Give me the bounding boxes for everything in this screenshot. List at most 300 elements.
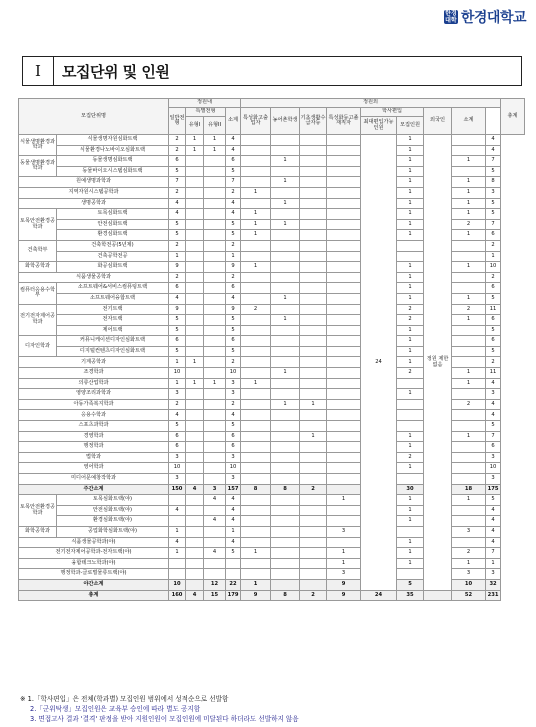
cell-basic xyxy=(300,452,327,463)
cell-spec-worker xyxy=(327,346,361,357)
cell-basic xyxy=(300,505,327,516)
cell-subtotal: 5 xyxy=(226,315,241,326)
cell-transfer-quota: 2 xyxy=(397,315,424,326)
table-body xyxy=(19,135,525,601)
cell-type2 xyxy=(204,240,226,251)
cell-subtotal: 22 xyxy=(226,579,241,590)
major-name: 건축학전공(5년제) xyxy=(57,240,169,251)
cell-out-subtotal xyxy=(452,410,486,421)
cell-subtotal: 10 xyxy=(226,368,241,379)
cell-out-subtotal: 2 xyxy=(452,219,486,230)
cell-general: 5 xyxy=(169,346,186,357)
cell-type1 xyxy=(186,230,204,241)
cell-type1 xyxy=(186,336,204,347)
cell-general: 1 xyxy=(169,251,186,262)
cell-spec-worker xyxy=(327,145,361,156)
major-name: 커뮤니케이션디자인심화트랙 xyxy=(57,336,169,347)
cell-type2 xyxy=(204,357,226,368)
cell-rural xyxy=(271,474,300,485)
cell-basic xyxy=(300,135,327,146)
cell-transfer-quota: 1 xyxy=(397,357,424,368)
cell-general: 4 xyxy=(169,293,186,304)
cell-type2 xyxy=(204,177,226,188)
cell-spec-worker xyxy=(327,516,361,527)
header-transfer-quota: 모집인원 xyxy=(397,117,424,135)
cell-spec-worker: 9 xyxy=(327,590,361,601)
cell-subtotal: 6 xyxy=(226,442,241,453)
cell-spec-worker xyxy=(327,389,361,400)
cell-out-subtotal: 2 xyxy=(452,399,486,410)
cell-spec-worker xyxy=(327,336,361,347)
cell-transfer-quota: 1 xyxy=(397,495,424,506)
cell-rural: 1 xyxy=(271,177,300,188)
cell-basic xyxy=(300,474,327,485)
cell-spec-school xyxy=(241,452,271,463)
cell-rural xyxy=(271,452,300,463)
cell-out-subtotal xyxy=(452,135,486,146)
section-number: I xyxy=(23,57,54,85)
foreign-value: 정원 제한 없음 xyxy=(424,135,452,591)
major-name: 법학과 xyxy=(19,452,169,463)
cell-basic xyxy=(300,558,327,569)
cell-type1 xyxy=(186,156,204,167)
cell-basic xyxy=(300,187,327,198)
section-title: 모집단위 및 인원 xyxy=(62,62,170,81)
cell-spec-worker xyxy=(327,177,361,188)
cell-type1 xyxy=(186,368,204,379)
cell-spec-school xyxy=(241,389,271,400)
cell-out-subtotal xyxy=(452,283,486,294)
cell-type2: 3 xyxy=(204,484,226,495)
cell-type2: 15 xyxy=(204,590,226,601)
section-title-box xyxy=(22,56,522,86)
cell-type1: 1 xyxy=(186,135,204,146)
cell-spec-school xyxy=(241,325,271,336)
cell-out-subtotal xyxy=(452,346,486,357)
cell-subtotal: 9 xyxy=(226,262,241,273)
major-name: 영어학과 xyxy=(19,463,169,474)
cell-rural: 1 xyxy=(271,315,300,326)
cell-total: 1 xyxy=(486,558,501,569)
cell-transfer-quota xyxy=(397,240,424,251)
cell-basic xyxy=(300,198,327,209)
cell-type1 xyxy=(186,293,204,304)
cell-basic xyxy=(300,145,327,156)
cell-total: 11 xyxy=(486,368,501,379)
max-transfer-value: 24 xyxy=(361,135,397,591)
footnotes xyxy=(20,694,520,724)
cell-spec-worker: 1 xyxy=(327,558,361,569)
cell-total: 6 xyxy=(486,230,501,241)
cell-type1 xyxy=(186,558,204,569)
cell-subtotal: 4 xyxy=(226,209,241,220)
cell-type1 xyxy=(186,569,204,580)
major-name: 영양조리과학과 xyxy=(19,389,169,400)
cell-rural: 1 xyxy=(271,219,300,230)
cell-type2 xyxy=(204,452,226,463)
cell-subtotal xyxy=(226,558,241,569)
cell-spec-worker xyxy=(327,399,361,410)
cell-type1 xyxy=(186,431,204,442)
cell-spec-school xyxy=(241,505,271,516)
header-total: 총계 xyxy=(501,99,525,135)
cell-total: 2 xyxy=(486,272,501,283)
cell-out-subtotal: 1 xyxy=(452,558,486,569)
cell-total: 6 xyxy=(486,336,501,347)
cell-out-subtotal xyxy=(452,505,486,516)
cell-type1 xyxy=(186,399,204,410)
cell-basic xyxy=(300,389,327,400)
cell-transfer-quota: 1 xyxy=(397,219,424,230)
cell-transfer-quota: 1 xyxy=(397,209,424,220)
cell-type2 xyxy=(204,526,226,537)
cell-total: 231 xyxy=(486,590,501,601)
cell-general: 10 xyxy=(169,368,186,379)
cell-out-subtotal: 1 xyxy=(452,378,486,389)
cell-general: 10 xyxy=(169,463,186,474)
major-name: 전기전자제어공학과-전자트랙(야) xyxy=(19,548,169,559)
cell-spec-school xyxy=(241,410,271,421)
cell-out-subtotal: 1 xyxy=(452,293,486,304)
cell-type1 xyxy=(186,452,204,463)
cell-total: 5 xyxy=(486,198,501,209)
cell-subtotal: 4 xyxy=(226,505,241,516)
cell-general: 5 xyxy=(169,219,186,230)
cell-rural xyxy=(271,421,300,432)
cell-general: 4 xyxy=(169,537,186,548)
major-name: 행정학과 xyxy=(19,442,169,453)
cell-rural xyxy=(271,145,300,156)
grand-total-row xyxy=(19,590,525,601)
cell-rural xyxy=(271,558,300,569)
cell-rural xyxy=(271,410,300,421)
cell-type1 xyxy=(186,421,204,432)
cell-transfer-quota: 1 xyxy=(397,537,424,548)
footnote-1: ※ 1.「학사편입」은 전체(학과별) 모집인원 범위에서 성적순으로 선발함 xyxy=(20,695,229,703)
major-name: 전기트랙 xyxy=(57,304,169,315)
cell-basic xyxy=(300,156,327,167)
header-general: 일반전형 xyxy=(169,108,186,135)
cell-total: 4 xyxy=(486,145,501,156)
cell-transfer-quota: 1 xyxy=(397,272,424,283)
cell-out-subtotal: 1 xyxy=(452,431,486,442)
cell-transfer-quota: 5 xyxy=(397,579,424,590)
cell-general: 6 xyxy=(169,156,186,167)
cell-spec-school xyxy=(241,495,271,506)
cell-total: 5 xyxy=(486,325,501,336)
cell-subtotal: 157 xyxy=(226,484,241,495)
cell-basic xyxy=(300,569,327,580)
university-logo xyxy=(444,8,526,26)
cell-rural: 1 xyxy=(271,399,300,410)
cell-total: 4 xyxy=(486,516,501,527)
cell-basic: 1 xyxy=(300,399,327,410)
cell-general: 3 xyxy=(169,389,186,400)
department-name: 전기전자제어공학과 xyxy=(19,304,57,336)
cell-transfer-quota: 2 xyxy=(397,368,424,379)
major-name: 안전심화트랙 xyxy=(57,219,169,230)
cell-type2: 12 xyxy=(204,579,226,590)
major-name: 원예생명과학과 xyxy=(19,177,169,188)
cell-type2 xyxy=(204,262,226,273)
cell-spec-school xyxy=(241,421,271,432)
cell-total: 3 xyxy=(486,474,501,485)
cell-basic xyxy=(300,325,327,336)
cell-type1 xyxy=(186,325,204,336)
cell-spec-school xyxy=(241,315,271,326)
cell-transfer-quota xyxy=(397,399,424,410)
cell-type2 xyxy=(204,336,226,347)
cell-rural xyxy=(271,463,300,474)
major-name: 식물생명자원심화트랙 xyxy=(57,135,169,146)
header-unit: 모집단위명 xyxy=(19,99,169,135)
cell-total: 4 xyxy=(486,526,501,537)
cell-spec-school xyxy=(241,431,271,442)
cell-basic xyxy=(300,272,327,283)
cell-total: 2 xyxy=(486,240,501,251)
cell-type1: 1 xyxy=(186,357,204,368)
cell-type2 xyxy=(204,410,226,421)
cell-subtotal: 6 xyxy=(226,283,241,294)
cell-spec-school xyxy=(241,357,271,368)
cell-total: 4 xyxy=(486,378,501,389)
cell-total: 11 xyxy=(486,304,501,315)
cell-basic xyxy=(300,230,327,241)
cell-total: 4 xyxy=(486,410,501,421)
header-basic: 기초생활수급자등 xyxy=(300,108,327,135)
cell-total: 6 xyxy=(486,283,501,294)
cell-subtotal: 2 xyxy=(226,399,241,410)
cell-rural xyxy=(271,389,300,400)
cell-general: 5 xyxy=(169,421,186,432)
cell-subtotal: 4 xyxy=(226,293,241,304)
cell-spec-school xyxy=(241,399,271,410)
cell-transfer-quota: 1 xyxy=(397,156,424,167)
cell-general: 6 xyxy=(169,431,186,442)
cell-type1 xyxy=(186,283,204,294)
header-spec-school: 특성화고출업자 xyxy=(241,108,271,135)
cell-spec-worker xyxy=(327,484,361,495)
cell-type1 xyxy=(186,251,204,262)
cell-rural xyxy=(271,431,300,442)
cell-transfer-quota: 1 xyxy=(397,135,424,146)
cell-basic xyxy=(300,219,327,230)
major-name: 생명공학과 xyxy=(19,198,169,209)
cell-type1 xyxy=(186,442,204,453)
cell-spec-worker xyxy=(327,474,361,485)
cell-type1: 1 xyxy=(186,145,204,156)
cell-general xyxy=(169,495,186,506)
cell-type1 xyxy=(186,272,204,283)
cell-rural xyxy=(271,569,300,580)
cell-subtotal: 5 xyxy=(226,219,241,230)
department-name: 건축학부 xyxy=(19,240,57,261)
cell-type1: 4 xyxy=(186,590,204,601)
cell-spec-school xyxy=(241,251,271,262)
cell-out-subtotal xyxy=(452,421,486,432)
cell-spec-worker xyxy=(327,251,361,262)
cell-out-subtotal xyxy=(452,272,486,283)
cell-out-subtotal: 3 xyxy=(452,569,486,580)
cell-spec-school xyxy=(241,569,271,580)
cell-type2 xyxy=(204,209,226,220)
cell-general: 7 xyxy=(169,177,186,188)
cell-general xyxy=(169,558,186,569)
cell-type2 xyxy=(204,304,226,315)
cell-rural xyxy=(271,262,300,273)
footnote-2: 2.「군위탁생」모집인원은 교육부 승인에 따라 별도 공지함 xyxy=(30,705,201,713)
cell-type1 xyxy=(186,219,204,230)
cell-spec-school: 1 xyxy=(241,262,271,273)
cell-transfer-quota xyxy=(397,569,424,580)
cell-spec-school xyxy=(241,346,271,357)
major-name: 행정학과-글로벌물류트랙(야) xyxy=(19,569,169,580)
cell-total: 5 xyxy=(486,166,501,177)
cell-subtotal: 4 xyxy=(226,495,241,506)
admission-quota-table xyxy=(18,98,525,601)
cell-spec-school xyxy=(241,198,271,209)
cell-total: 4 xyxy=(486,135,501,146)
cell-transfer-quota: 1 xyxy=(397,346,424,357)
cell-spec-worker xyxy=(327,537,361,548)
cell-type2 xyxy=(204,421,226,432)
cell-spec-school: 9 xyxy=(241,590,271,601)
major-name: 경영학과 xyxy=(19,431,169,442)
cell-type1: 4 xyxy=(186,484,204,495)
cell-total: 3 xyxy=(486,569,501,580)
cell-spec-school: 8 xyxy=(241,484,271,495)
cell-out-subtotal: 1 xyxy=(452,187,486,198)
cell-spec-worker xyxy=(327,209,361,220)
cell-rural xyxy=(271,378,300,389)
cell-general: 2 xyxy=(169,399,186,410)
cell-total: 3 xyxy=(486,389,501,400)
cell-subtotal: 7 xyxy=(226,177,241,188)
major-name: 화공심화트랙 xyxy=(57,262,169,273)
logo-name: 한경대학교 xyxy=(460,10,526,26)
cell-total: 5 xyxy=(486,293,501,304)
major-name: 아동가족복지학과 xyxy=(19,399,169,410)
major-name: 의류산업학과 xyxy=(19,378,169,389)
cell-general: 5 xyxy=(169,230,186,241)
cell-rural xyxy=(271,357,300,368)
cell-total: 5 xyxy=(486,346,501,357)
cell-subtotal: 179 xyxy=(226,590,241,601)
cell-subtotal: 4 xyxy=(226,410,241,421)
cell-basic xyxy=(300,421,327,432)
cell-spec-worker xyxy=(327,378,361,389)
cell-out-subtotal xyxy=(452,357,486,368)
cell-general: 1 xyxy=(169,378,186,389)
cell-out-subtotal xyxy=(452,240,486,251)
cell-general: 5 xyxy=(169,315,186,326)
cell-spec-school xyxy=(241,156,271,167)
cell-rural: 1 xyxy=(271,293,300,304)
cell-total: 6 xyxy=(486,442,501,453)
cell-out-subtotal: 1 xyxy=(452,198,486,209)
cell-subtotal: 6 xyxy=(226,156,241,167)
cell-total: 5 xyxy=(486,495,501,506)
cell-type1 xyxy=(186,209,204,220)
cell-out-subtotal xyxy=(452,251,486,262)
cell-transfer-quota: 1 xyxy=(397,431,424,442)
cell-transfer-quota: 1 xyxy=(397,516,424,527)
cell-basic xyxy=(300,251,327,262)
cell-out-subtotal: 52 xyxy=(452,590,486,601)
cell-transfer-quota: 1 xyxy=(397,177,424,188)
cell-spec-worker xyxy=(327,135,361,146)
cell-spec-worker: 3 xyxy=(327,526,361,537)
cell-spec-worker xyxy=(327,315,361,326)
cell-basic xyxy=(300,368,327,379)
cell-transfer-quota: 2 xyxy=(397,304,424,315)
admission-quota-table-wrapper xyxy=(18,98,524,601)
cell-general: 2 xyxy=(169,240,186,251)
cell-total: 4 xyxy=(486,399,501,410)
cell-spec-worker xyxy=(327,219,361,230)
cell-out-subtotal: 1 xyxy=(452,209,486,220)
cell-spec-school xyxy=(241,516,271,527)
cell-total: 32 xyxy=(486,579,501,590)
cell-transfer-quota xyxy=(397,526,424,537)
cell-spec-school xyxy=(241,442,271,453)
cell-total: 5 xyxy=(486,421,501,432)
cell-spec-worker xyxy=(327,166,361,177)
cell-transfer-quota: 1 xyxy=(397,336,424,347)
cell-total: 7 xyxy=(486,548,501,559)
cell-basic xyxy=(300,346,327,357)
cell-spec-school xyxy=(241,166,271,177)
cell-type1: 1 xyxy=(186,378,204,389)
cell-transfer-quota: 1 xyxy=(397,389,424,400)
cell-spec-worker: 9 xyxy=(327,579,361,590)
header-outside: 정원외 xyxy=(241,99,501,108)
cell-out-subtotal: 1 xyxy=(452,262,486,273)
cell-type1 xyxy=(186,474,204,485)
major-name: 토목심화트랙 xyxy=(57,209,169,220)
cell-type1 xyxy=(186,516,204,527)
cell-spec-worker xyxy=(327,240,361,251)
cell-general: 2 xyxy=(169,187,186,198)
cell-transfer-quota: 1 xyxy=(397,283,424,294)
cell-basic xyxy=(300,293,327,304)
cell-subtotal: 6 xyxy=(226,431,241,442)
cell-spec-school xyxy=(241,240,271,251)
cell-spec-worker: 1 xyxy=(327,548,361,559)
table-header xyxy=(19,99,525,135)
cell-transfer-quota xyxy=(397,251,424,262)
major-name: 지역자원시스템공학과 xyxy=(19,187,169,198)
cell-spec-worker: 1 xyxy=(327,495,361,506)
cell-type2 xyxy=(204,198,226,209)
cell-subtotal: 4 xyxy=(226,537,241,548)
cell-subtotal: 5 xyxy=(226,421,241,432)
cell-subtotal: 4 xyxy=(226,135,241,146)
header-subtotal: 소계 xyxy=(226,108,241,135)
cell-rural xyxy=(271,505,300,516)
cell-type2 xyxy=(204,399,226,410)
cell-basic xyxy=(300,410,327,421)
cell-general: 150 xyxy=(169,484,186,495)
cell-general xyxy=(169,569,186,580)
cell-general: 2 xyxy=(169,145,186,156)
cell-type1 xyxy=(186,315,204,326)
cell-spec-school: 1 xyxy=(241,219,271,230)
cell-general: 2 xyxy=(169,135,186,146)
cell-total: 7 xyxy=(486,156,501,167)
cell-total: 4 xyxy=(486,505,501,516)
header-foreign: 외국인 xyxy=(424,108,452,135)
